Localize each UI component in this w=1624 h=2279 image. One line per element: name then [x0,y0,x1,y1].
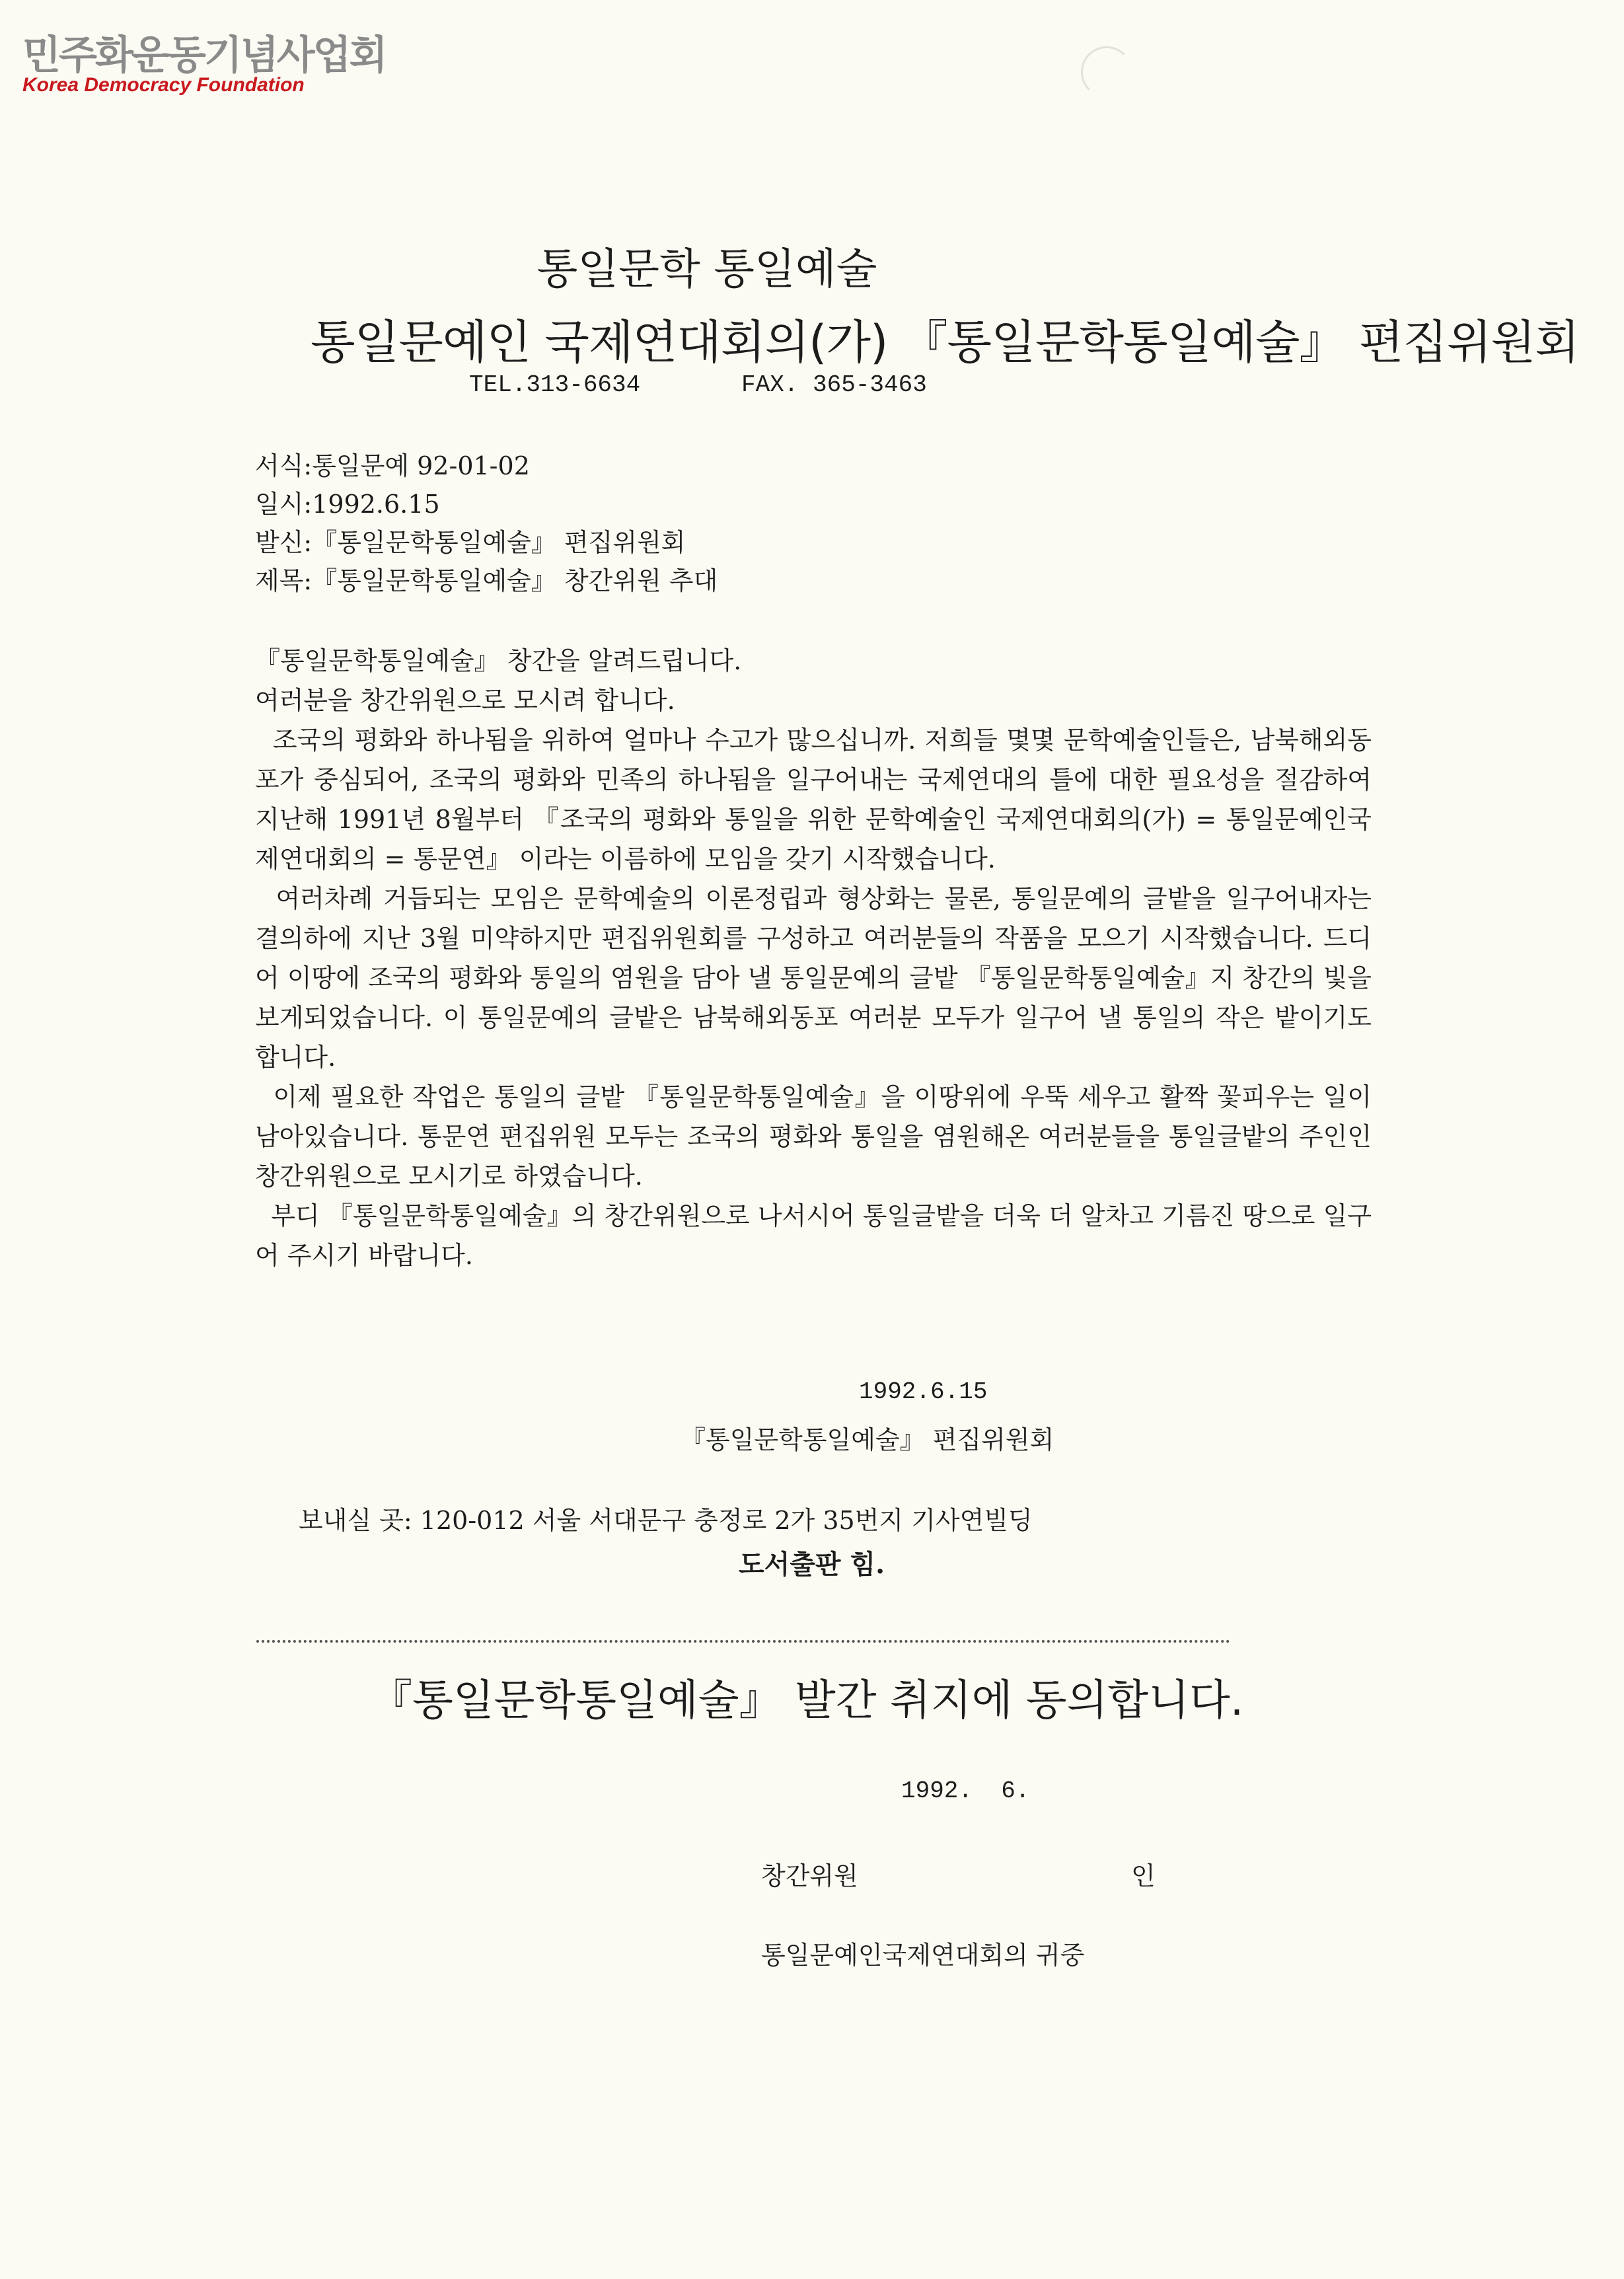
cut-line-divider [256,1640,1230,1643]
publisher-name: 도서출판 힘. [739,1549,885,1580]
meta-sender: 발신:『통일문학통일예술』 편집위원회 [255,528,686,557]
header-fax: FAX. 365-3463 [741,371,927,398]
header-title-line2: 통일문예인 국제연대회의(가) 『통일문학통일예술』 편집위원회 [311,315,1579,369]
closing-date: 1992.6.15 [859,1378,988,1405]
meta-form-number: 서식:통일문예 92-01-02 [255,451,530,480]
punch-hole-mark [1081,46,1132,98]
header-tel: TEL.313-6634 [469,371,641,398]
body-paragraph-2: 여러차례 거듭되는 모임은 문학예술의 이론정립과 형상화는 물론, 통일문예의 글밭을 일구어내자는 결의하에 지난 3월 미약하지만 편집위원회를 구성하고 여러분들의 작품을 모으기 시작했습니다. 드디어 이땅에 조국의 평화와 통일의 염원을 담아 낼 통일문예의 글밭 『통일문학통일예술』지 창간의 빛을 보게되었습니다. 이 통일문예의 글밭은 남북해외동포 여러분 모두가 일구어 낼 통일의 작은 밭이기도 합니다. [255,884,1380,1072]
header-title-line1: 통일문학 통일예술 [536,245,877,294]
meta-subject: 제목:『통일문학통일예술』 창간위원 추대 [255,566,718,595]
agreement-statement: 『통일문학통일예술』 발간 취지에 동의합니다. [370,1676,1244,1725]
return-address: 보내실 곳: 120-012 서울 서대문구 충정로 2가 35번지 기사연빌딩 [299,1506,1033,1535]
body-line-invite: 여러분을 창간위원으로 모시려 합니다. [255,686,675,715]
foundation-logo-korean: 민주화운동기념사업회 [22,32,386,79]
seal-mark: 인 [1131,1861,1156,1890]
body-paragraph-3: 이제 필요한 작업은 통일의 글밭 『통일문학통일예술』을 이땅위에 우뚝 세우고 활짝 꽃피우는 일이 남아있습니다. 통문연 편집위원 모두는 조국의 평화와 통일을 염원해온 여러분들을 통일글밭의 주인인 창간위원으로 모시기로 하였습니다. [255,1082,1380,1191]
body-paragraph-4: 부디 『통일문학통일예술』의 창간위원으로 나서시어 통일글밭을 더욱 더 알차고 기름진 땅으로 일구어 주시기 바랍니다. [255,1201,1372,1270]
body-paragraph-1: 조국의 평화와 하나됨을 위하여 얼마나 수고가 많으십니까. 저희들 몇몇 문학예술인들은, 남북해외동포가 중심되어, 조국의 평화와 민족의 하나됨을 일구어내는 국제연대의 틀에 대한 필요성을 절감하여 지난해 1991년 8월부터 『조국의 평화와 통일을 위한 문학예술인 국제연대회의(가) = 통일문예인국제연대회의 = 통문연』 이라는 이름하에 모임을 갖기 시작했습니다. [255,726,1380,874]
founding-member-label: 창간위원 [761,1861,858,1890]
closing-sender: 『통일문학통일예술』 편집위원회 [681,1425,1054,1454]
meta-date: 일시:1992.6.15 [255,490,440,519]
form-recipient: 통일문예인국제연대회의 귀중 [761,1941,1085,1970]
form-date: 1992. 6. [901,1777,1030,1805]
foundation-logo-english: Korea Democracy Foundation [22,74,305,96]
body-line-announce: 『통일문학통일예술』 창간을 알려드립니다. [255,646,742,675]
document-meta [255,447,718,600]
letter-body [255,641,1380,1275]
